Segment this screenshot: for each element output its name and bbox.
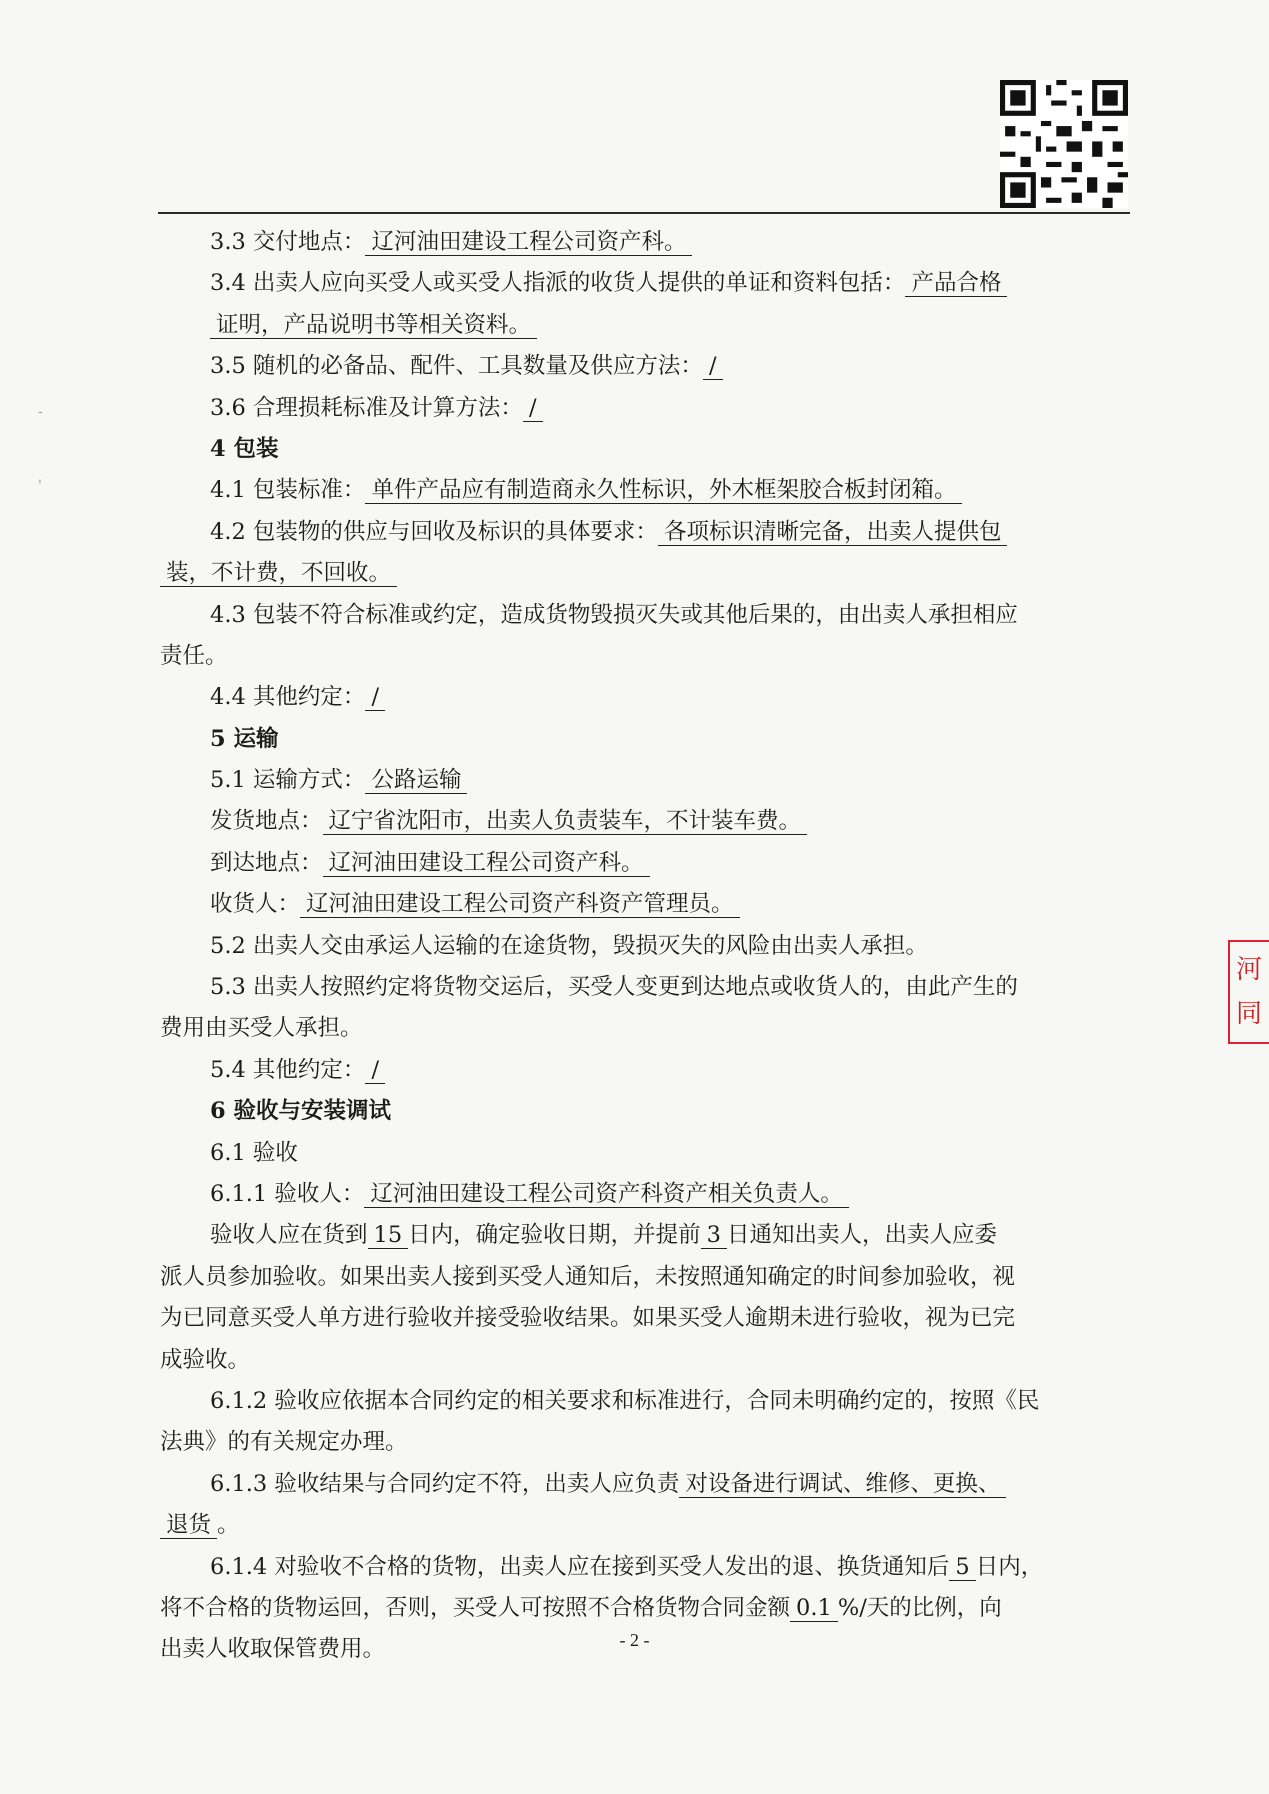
contract-line <box>160 553 1132 594</box>
line-text: 6.1.2 验收应依据本合同约定的相关要求和标准进行，合同未明确约定的，按照《民 <box>210 1387 1040 1414</box>
filled-field: 3 <box>701 1222 727 1249</box>
line-text: 5.4 其他约定： <box>210 1056 366 1083</box>
contract-line <box>160 1464 1132 1505</box>
contract-line <box>160 429 1132 470</box>
contract-line <box>160 884 1132 925</box>
header-rule <box>158 212 1130 214</box>
line-text: 5.3 出卖人按照约定将货物交运后，买受人变更到达地点或收货人的，由此产生的 <box>210 974 1018 1001</box>
filled-field: 辽河油田建设工程公司资产科资产管理员。 <box>300 891 740 918</box>
contract-line <box>160 719 1132 760</box>
line-text: 法典》的有关规定办理。 <box>160 1429 408 1456</box>
line-text: 6.1.1 验收人： <box>210 1180 365 1207</box>
line-text: 5 运输 <box>210 725 279 752</box>
filled-field: 辽河油田建设工程公司资产科。 <box>365 229 692 256</box>
contract-line <box>160 512 1132 553</box>
contract-line <box>160 346 1132 387</box>
line-text: 派人员参加验收。如果出卖人接到买受人通知后，未按照通知确定的时间参加验收，视 <box>160 1263 1016 1290</box>
line-text: 4.3 包装不符合标准或约定，造成货物毁损灭失或其他后果的，由出卖人承担相应 <box>210 601 1018 628</box>
line-text: 日通知出卖人，出卖人应委 <box>727 1222 998 1249</box>
line-text: 4.1 包装标准： <box>210 477 366 504</box>
contract-line <box>160 760 1132 801</box>
filled-field: / <box>703 353 723 380</box>
contract-line <box>160 636 1132 677</box>
line-text: 6.1 验收 <box>210 1139 298 1166</box>
contract-line <box>160 388 1132 429</box>
line-text: 6.1.3 验收结果与合同约定不符，出卖人应负责 <box>210 1470 680 1497</box>
line-text: %/天的比例，向 <box>837 1594 1002 1621</box>
line-text: 收货人： <box>210 891 301 918</box>
scan-mark: ' <box>38 478 42 494</box>
filled-field: 辽河油田建设工程公司资产科。 <box>323 850 650 877</box>
filled-field: 单件产品应有制造商永久性标识，外木框架胶合板封闭箱。 <box>365 477 962 504</box>
line-text: 费用由买受人承担。 <box>160 1015 363 1042</box>
filled-field: 公路运输 <box>365 767 467 794</box>
line-text: 3.4 出卖人应向买受人或买受人指派的收货人提供的单证和资料包括： <box>210 270 906 297</box>
contract-line <box>160 926 1132 967</box>
contract-line <box>160 1298 1132 1339</box>
filled-field: 对设备进行调试、维修、更换、 <box>679 1471 1006 1498</box>
line-text: 日内， <box>975 1553 1044 1580</box>
line-text: 发货地点： <box>210 808 323 835</box>
line-text: 4.2 包装物的供应与回收及标识的具体要求： <box>210 518 658 545</box>
line-text: 4.4 其他约定： <box>210 684 366 711</box>
line-text: 成验收。 <box>160 1346 251 1373</box>
seal-stamp-text: 河 同 <box>1236 955 1263 1029</box>
contract-line <box>160 1340 1132 1381</box>
line-text: 6.1.4 对验收不合格的货物，出卖人应在接到买受人发出的退、换货通知后 <box>210 1553 950 1580</box>
line-text: 责任。 <box>160 642 228 669</box>
contract-line <box>160 843 1132 884</box>
line-text: 出卖人收取保管费用。 <box>160 1636 386 1663</box>
contract-line <box>160 1257 1132 1298</box>
contract-line <box>160 1174 1132 1215</box>
filled-field: 15 <box>368 1222 409 1249</box>
line-text: 5.1 运输方式： <box>210 767 366 794</box>
contract-line <box>160 1381 1132 1422</box>
contract-line <box>160 1050 1132 1091</box>
line-text: 6 验收与安装调试 <box>210 1098 391 1125</box>
line-text: 日内，确定验收日期，并提前 <box>408 1222 701 1249</box>
contract-line <box>160 595 1132 636</box>
filled-field: / <box>365 684 385 711</box>
page-number: - 2 - <box>619 1630 650 1650</box>
contract-line <box>160 1547 1132 1588</box>
contract-line <box>160 263 1132 304</box>
qr-code-icon <box>1000 80 1128 208</box>
contract-line <box>160 1588 1132 1629</box>
line-text: 3.5 随机的必备品、配件、工具数量及供应方法： <box>210 353 703 380</box>
filled-field: 装，不计费，不回收。 <box>160 560 397 587</box>
line-text: 3.3 交付地点： <box>210 229 366 255</box>
filled-field: 5 <box>949 1554 975 1581</box>
contract-line <box>160 305 1132 346</box>
filled-field: 0.1 <box>790 1595 838 1622</box>
contract-line <box>160 801 1132 842</box>
line-text: 。 <box>217 1512 240 1539</box>
filled-field: 辽河油田建设工程公司资产科资产相关负责人。 <box>364 1181 849 1208</box>
scan-mark: - <box>38 404 43 420</box>
contract-line <box>160 1215 1132 1256</box>
contract-line <box>160 222 1132 263</box>
line-text: 将不合格的货物运回，否则，买受人可按照不合格货物合同金额 <box>160 1594 791 1621</box>
filled-field: 各项标识清晰完备，出卖人提供包 <box>658 519 1008 546</box>
contract-line <box>160 677 1132 718</box>
line-text: 到达地点： <box>210 849 323 876</box>
line-text: 5.2 出卖人交由承运人运输的在途货物，毁损灭失的风险由出卖人承担。 <box>210 932 928 959</box>
line-text: 为已同意买受人单方进行验收并接受验收结果。如果买受人逾期未进行验收，视为已完 <box>160 1305 1016 1332</box>
contract-line <box>160 1091 1132 1132</box>
filled-field: 产品合格 <box>905 270 1007 297</box>
contract-line <box>160 1008 1132 1049</box>
contract-line <box>160 470 1132 511</box>
line-text: 4 包装 <box>210 435 279 462</box>
filled-field: 退货 <box>160 1512 217 1539</box>
filled-field: / <box>523 395 543 422</box>
line-text: 验收人应在货到 <box>210 1222 368 1249</box>
contract-line <box>160 1133 1132 1174</box>
line-text: 3.6 合理损耗标准及计算方法： <box>210 394 523 421</box>
filled-field: 证明，产品说明书等相关资料。 <box>210 312 537 339</box>
contract-line <box>160 1422 1132 1463</box>
filled-field: / <box>365 1057 385 1084</box>
contract-body <box>160 222 1132 1671</box>
contract-line <box>160 1505 1132 1546</box>
contract-line <box>160 967 1132 1008</box>
filled-field: 辽宁省沈阳市，出卖人负责装车，不计装车费。 <box>323 808 808 835</box>
